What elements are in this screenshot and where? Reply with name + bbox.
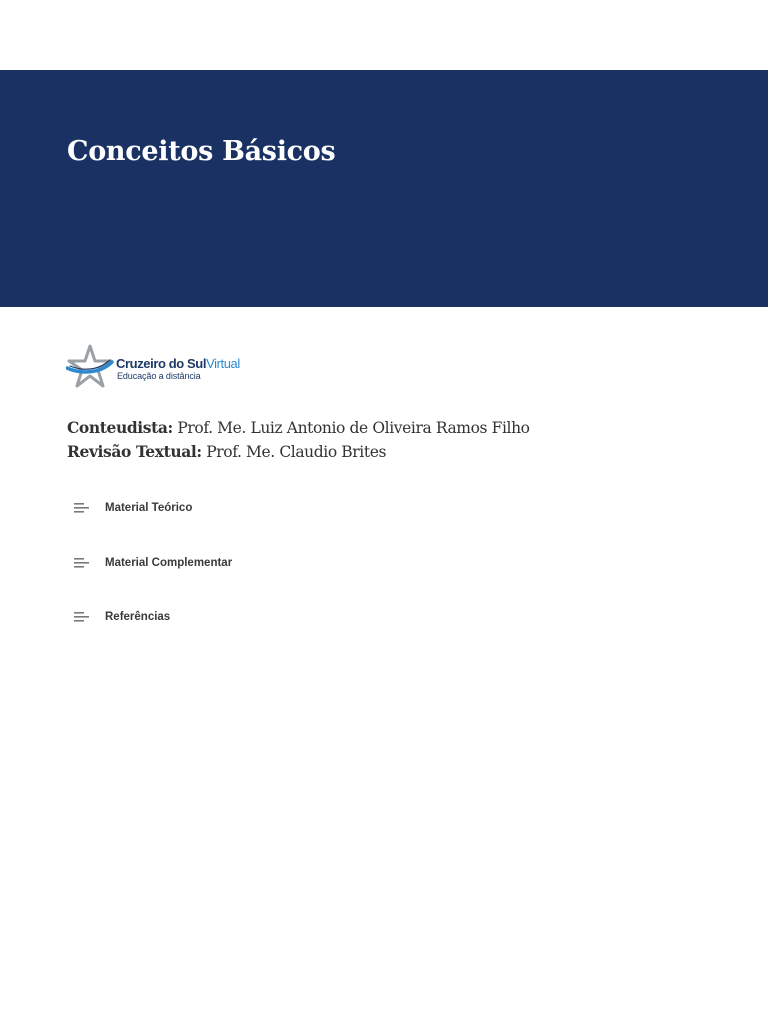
author-line [67, 416, 530, 440]
menu-item-material-teorico[interactable] [72, 490, 232, 545]
menu-item-label: Material Complementar [105, 556, 233, 569]
page-title: Conceitos Básicos [67, 136, 336, 167]
header-banner [0, 70, 768, 307]
menu-lines-icon [72, 501, 90, 515]
logo-tagline: Educação a distância [117, 371, 201, 381]
menu-lines-icon [72, 610, 90, 624]
menu-lines-icon [72, 556, 90, 570]
star-logo-icon [66, 344, 114, 388]
logo-brand-name [116, 356, 240, 371]
author-name: Prof. Me. Luiz Antonio de Oliveira Ramos Filho [177, 419, 530, 437]
logo-brand-secondary: Virtual [206, 356, 240, 371]
reviewer-label: Revisão Textual: [67, 442, 202, 461]
menu-item-label: Referências [105, 611, 171, 623]
logo-brand-primary: Cruzeiro do Sul [116, 356, 207, 371]
reviewer-line [67, 440, 530, 464]
credits-block [67, 416, 530, 464]
menu-item-material-complementar[interactable] [72, 545, 232, 600]
reviewer-name: Prof. Me. Claudio Brites [206, 443, 387, 461]
content-menu [72, 490, 232, 654]
menu-item-referencias[interactable] [72, 599, 232, 654]
cruzeiro-do-sul-logo [66, 344, 266, 388]
author-label: Conteudista: [67, 418, 173, 437]
menu-item-label: Material Teórico [105, 502, 193, 514]
